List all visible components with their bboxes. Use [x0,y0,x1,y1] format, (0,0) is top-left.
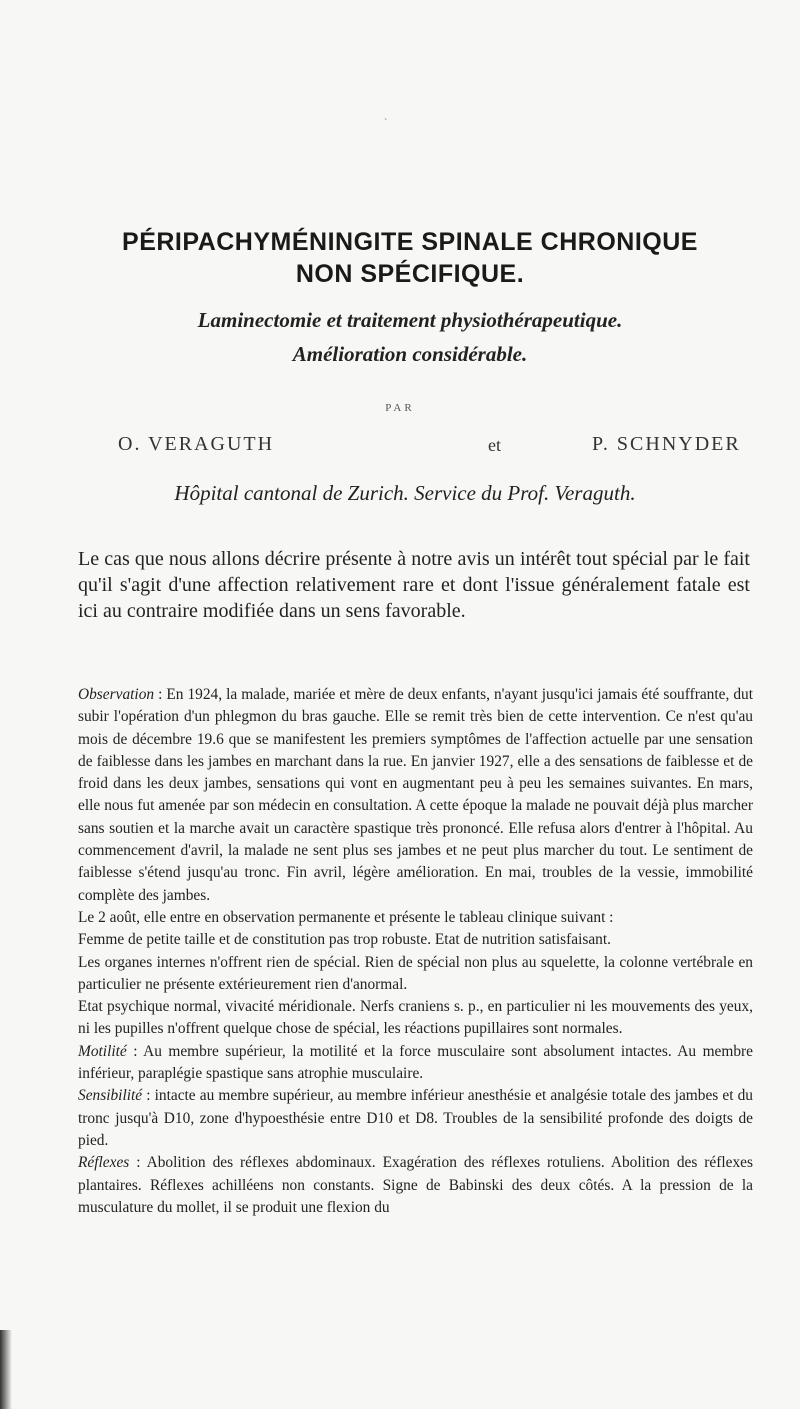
paragraph-text: Le 2 août, elle entre en observation permanente et présente le tableau clinique suivant : [78,908,614,926]
paragraph-label: Réflexes [78,1154,130,1172]
paragraph-constitution [78,929,753,951]
paragraph-psychic [78,996,753,1041]
observation-label: Observation [78,686,155,703]
observation-text: : En 1924, la malade, mariée et mère de deux enfants, n'ayant jusqu'ici jamais été souffrante, dut subir l'opération d'un phlegmon du bras gauche. Elle se remit très bien de cette intervention. Ce n'est qu'au mois de décembre 19.6 que se manifestent les premiers symptômes de l'affection actuelle par une sensation de faiblesse dans les jambes en marchant dans la rue. En janvier 1927, elle a des sensations de faiblesse et de froid dans les deux jambes, sensations qui vont en augmentant peu à peu les semaines suivantes. En mars, elle nous fut amenée par son médecin en consultation. A cette époque la malade ne pouvait déjà plus marcher sans soutien et la marche avait un caractère spastique très prononcé. Elle refusa alors d'entrer à l'hôpital. Au commencement d'avril, la malade ne sent plus ses jambes et ne peut plus marcher du tout. Le sentiment de faiblesse s'étend jusqu'au tronc. Fin avril, légère amélioration. En mai, troubles de la vessie, immobilité complète des jambes. [78,686,753,904]
paragraph-motility [78,1041,753,1086]
paragraph-sensibility [78,1085,753,1152]
paragraph-label: Motilité [78,1042,127,1060]
article-subtitle-line-1: Laminectomie et traitement physiothérapeutique. [197,308,623,332]
paragraph-organs [78,952,753,997]
page-edge-shadow [0,1330,12,1409]
clinical-body [78,684,753,1219]
page-mark: ` [384,118,388,129]
by-label: PAR [385,402,415,414]
paragraph-text: : Abolition des réflexes abdominaux. Exagération des réflexes rotuliens. Abolition des réflexes plantaires. Réflexes achilléens non constants. Signe de Babinski des deux côtés. A la pression de la musculature du mollet, il se produit une flexion du [78,1154,753,1216]
paragraph-text: Les organes internes n'offrent rien de spécial. Rien de spécial non plus au squelette, la colonne vertébrale en particulier ne présente extérieurement rien d'anormal. [78,953,753,993]
paragraph-reflexes [78,1152,753,1219]
paragraph-text: : Au membre supérieur, la motilité et la force musculaire sont absolument intactes. Au membre inférieur, paraplégie spastique sans atrophie musculaire. [78,1042,753,1083]
paragraph-admission [78,907,753,929]
paragraph-label: Sensibilité [78,1087,143,1105]
author-second: P. SCHNYDER [592,433,741,455]
paragraph-text: Femme de petite taille et de constitution pas trop robuste. Etat de nutrition satisfaisant. [78,931,611,949]
author-first: O. VERAGUTH [118,433,275,455]
observation-paragraph [78,684,753,907]
affiliation: Hôpital cantonal de Zurich. Service du Prof. Veraguth. [174,481,636,505]
article-title-line-1: PÉRIPACHYMÉNINGITE SPINALE CHRONIQUE [122,228,698,256]
author-conjunction: et [488,435,501,455]
paragraph-text: Etat psychique normal, vivacité méridionale. Nerfs craniens s. p., en particulier ni les mouvements des yeux, ni les pupilles n'offrent quelque chose de spécial, les réactions pupillaires sont normales. [78,998,753,1038]
article-subtitle-line-2: Amélioration considérable. [292,342,528,366]
paragraph-text: : intacte au membre supérieur, au membre inférieur anesthésie et analgésie totale des jambes et du tronc jusqu'à D10, zone d'hypoesthésie entre D10 et D8. Troubles de la sensibilité profonde des doigts de pied. [78,1087,753,1149]
article-title-line-2: NON SPÉCIFIQUE. [295,260,525,288]
intro-paragraph: Le cas que nous allons décrire présente à notre avis un intérêt tout spécial par le fait qu'il s'agit d'une affection relativement rare et dont l'issue généralement fatale est ici au contraire modifiée dans un sens favorable. [78,548,750,622]
